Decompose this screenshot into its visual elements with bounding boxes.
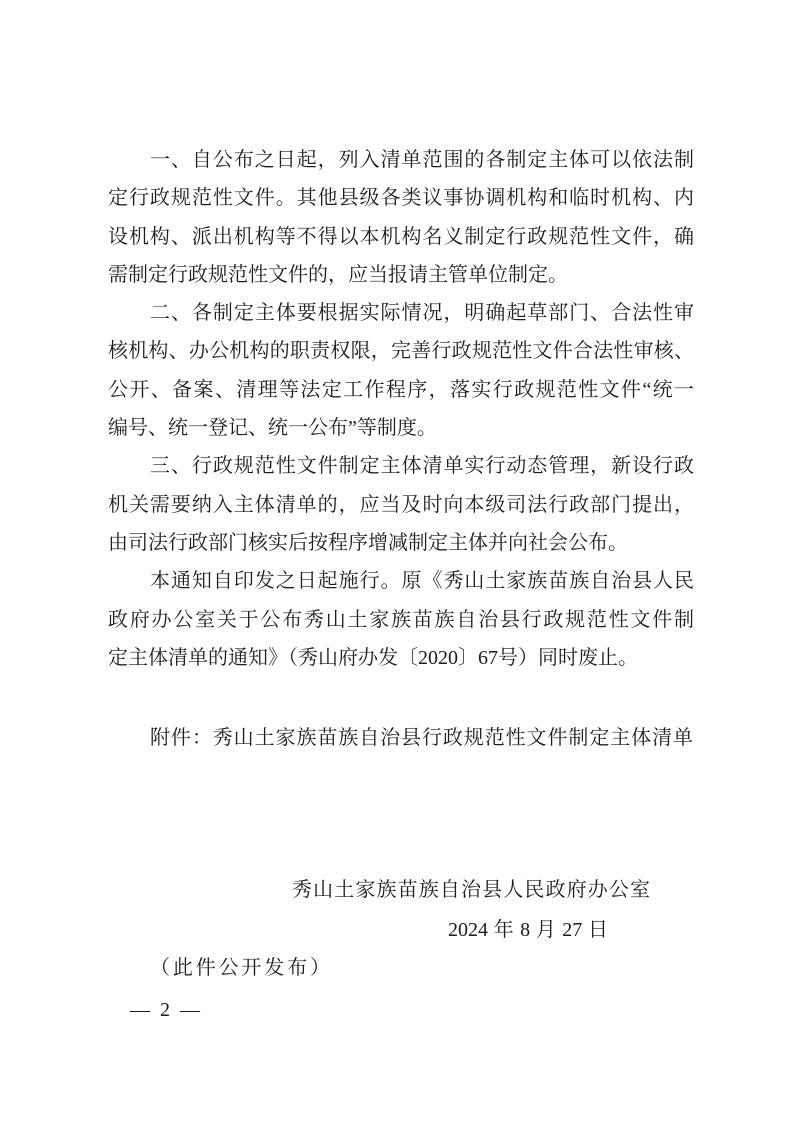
text-line: 核机构、办公机构的职责权限，完善行政规范性文件合法性审核、 [108, 340, 694, 363]
text-line: 定主体清单的通知》（秀山府办发〔2020〕67号）同时废止。 [108, 646, 638, 669]
text-line: 一、自公布之日起，列入清单范围的各制定主体可以依法制 [150, 149, 694, 171]
issuer-signature: 秀山土家族苗族自治县人民政府办公室 [292, 879, 650, 901]
paragraph-1 [108, 141, 694, 294]
text-line: 定行政规范性文件。其他县级各类议事协调机构和临时机构、内 [108, 187, 694, 210]
paragraph-3 [108, 447, 694, 562]
text-line: 需制定行政规范性文件的，应当报请主管单位制定。 [108, 263, 568, 286]
text-line: 编号、统一登记、统一公布”等制度。 [108, 417, 437, 440]
text-line: 三、行政规范性文件制定主体清单实行动态管理，新设行政 [150, 455, 694, 478]
document-body [108, 141, 694, 677]
text-line: 公开、备案、清理等法定工作程序，落实行政规范性文件“统一 [108, 378, 694, 401]
text-line: 政府办公室关于公布秀山土家族苗族自治县行政规范性文件制 [108, 608, 694, 631]
publication-note: （此件公开发布） [150, 957, 330, 979]
text-line: 二、各制定主体要根据实际情况，明确起草部门、合法性审 [150, 302, 694, 325]
text-line: 设机构、派出机构等不得以本机构名义制定行政规范性文件，确 [108, 225, 694, 248]
text-line: 机关需要纳入主体清单的，应当及时向本级司法行政部门提出， [108, 493, 694, 516]
page-number: — 2 — [130, 999, 200, 1021]
paragraph-4 [108, 562, 694, 677]
attachment-line: 附件：秀山土家族苗族自治县行政规范性文件制定主体清单 [150, 727, 693, 749]
text-line: 由司法行政部门核实后按程序增减制定主体并向社会公布。 [108, 531, 628, 554]
text-line: 本通知自印发之日起施行。原《秀山土家族苗族自治县人民 [150, 570, 694, 593]
paragraph-2 [108, 294, 694, 447]
issue-date: 2024 年 8 月 27 日 [448, 919, 608, 941]
